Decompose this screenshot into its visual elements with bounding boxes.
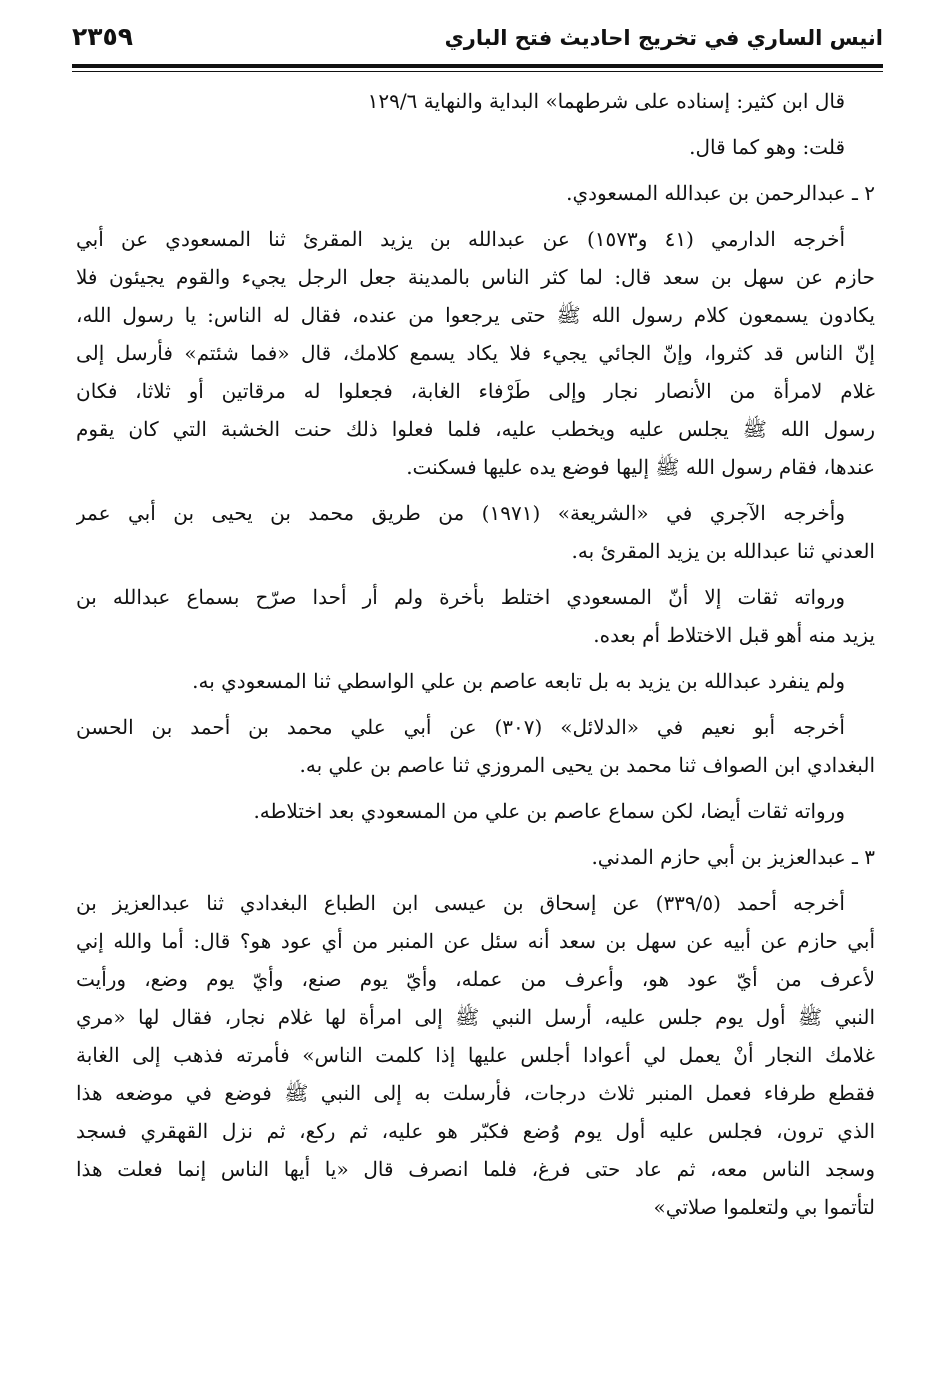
text-line: أخرجه أبو نعيم في «الدلائل» (٣٠٧) عن أبي علي محمد بن أحمد بن الحسن <box>76 715 845 739</box>
page-number: ٢٣٥٩ <box>72 22 134 51</box>
paragraph-gap <box>76 166 875 174</box>
text-line: وأخرجه الآجري في «الشريعة» (١٩٧١) من طريق محمد بن يحيى بن أبي عمر <box>76 501 845 525</box>
text-line: ورواته ثقات أيضا، لكن سماع عاصم بن علي من المسعودي بعد اختلاطه. <box>253 799 845 823</box>
text-line: النبي ﷺ أول يوم جلس عليه، أرسل النبي ﷺ إلى امرأة لها غلام نجار، فقال لها «مري <box>76 1005 875 1029</box>
paragraph <box>76 494 875 570</box>
paragraph-gap <box>76 876 875 884</box>
text-line: إنّ الناس قد كثروا، وإنّ الجائي يجيء فلا يكاد يسمع كلامك، قال «فما شئتم» فأرسل إلى <box>76 341 875 365</box>
text-line: أبي حازم عن أبيه عن سهل بن سعد أنه سئل عن المنبر من أي عود هو؟ قال: أما والله إني <box>76 929 875 953</box>
paragraph-gap <box>76 830 875 838</box>
paragraph <box>76 174 875 212</box>
paragraph-gap <box>76 570 875 578</box>
text-line: لتأتموا بي ولتعلموا صلاتي» <box>653 1195 875 1219</box>
paragraph <box>76 220 875 486</box>
text-line: لأعرف من أيّ عود هو، وأعرف من عمله، وأيّ يوم صنع، وأيّ يوم وضع، ورأيت <box>76 967 875 991</box>
paragraph <box>76 792 875 830</box>
text-line: وسجد الناس معه، ثم عاد حتى فرغ، فلما انصرف قال «يا أيها الناس إنما فعلت هذا <box>76 1157 875 1181</box>
paragraph-gap <box>76 654 875 662</box>
text-line: غلامك النجار أنْ يعمل لي أعوادا أجلس عليها إذا كلمت الناس» فأمرته فذهب إلى الغابة <box>76 1043 875 1067</box>
paragraph-gap <box>76 784 875 792</box>
text-line: ٣ ـ عبدالعزيز بن أبي حازم المدني. <box>591 845 875 869</box>
text-line: الذي ترون، فجلس عليه أول يوم وُضع فكبّر هو عليه، ثم ركع، ثم نزل القهقري فسجد <box>76 1119 875 1143</box>
text-line: العدني ثنا عبدالله بن يزيد المقرئ به. <box>571 539 875 563</box>
text-line: يزيد منه أهو قبل الاختلاط أم بعده. <box>593 623 875 647</box>
paragraph <box>76 82 875 120</box>
text-line: ولم ينفرد عبدالله بن يزيد به بل تابعه عاصم بن علي الواسطي ثنا المسعودي به. <box>192 669 845 693</box>
body-text <box>76 82 875 1226</box>
text-line: ٢ ـ عبدالرحمن بن عبدالله المسعودي. <box>566 181 875 205</box>
running-header <box>72 22 883 62</box>
header-title: انيس الساري في تخريج احاديث فتح الباري <box>444 26 883 50</box>
text-line: يكادون يسمعون كلام رسول الله ﷺ حتى يرجعوا من عنده، فقال له الناس: يا رسول الله، <box>76 303 875 327</box>
text-line: أخرجه أحمد (٣٣٩/٥) عن إسحاق بن عيسى ابن الطباع البغدادي ثنا عبدالعزيز بن <box>76 891 845 915</box>
text-line: أخرجه الدارمي (٤١ و١٥٧٣) عن عبدالله بن يزيد المقرئ ثنا المسعودي عن أبي <box>76 227 846 251</box>
paragraph-gap <box>76 700 875 708</box>
paragraph <box>76 128 875 166</box>
text-line: قال ابن كثير: إسناده على شرطهما» البداية والنهاية ١٢٩/٦ <box>367 89 845 113</box>
paragraph <box>76 708 875 784</box>
paragraph <box>76 662 875 700</box>
text-line: قلت: وهو كما قال. <box>689 135 845 159</box>
paragraph-gap <box>76 120 875 128</box>
paragraph <box>76 838 875 876</box>
header-rule <box>72 64 883 72</box>
text-line: البغدادي ابن الصواف ثنا محمد بن يحيى المروزي ثنا عاصم بن علي به. <box>299 753 875 777</box>
paragraph-gap <box>76 212 875 220</box>
paragraph <box>76 884 875 1226</box>
text-line: حازم عن سهل بن سعد قال: لما كثر الناس بالمدينة جعل الرجل يجيء والقوم يجيئون فلا <box>76 265 875 289</box>
paragraph-gap <box>76 486 875 494</box>
paragraph <box>76 578 875 654</box>
text-line: ورواته ثقات إلا أنّ المسعودي اختلط بأخرة ولم أر أحدا صرّح بسماع عبدالله بن <box>76 585 845 609</box>
text-line: غلام لامرأة من الأنصار نجار وإلى طَرْفاء الغابة، فجعلوا له مرقاتين أو ثلاثا، فكان <box>76 379 875 403</box>
text-line: فقطع طرفاء فعمل المنبر ثلاث درجات، فأرسلت به إلى النبي ﷺ فوضع في موضعه هذا <box>76 1081 875 1105</box>
text-line: رسول الله ﷺ يجلس عليه ويخطب عليه، فلما فعلوا ذلك حنت الخشبة التي كان يقوم <box>76 417 875 441</box>
text-line: عندها، فقام رسول الله ﷺ إليها فوضع يده عليها فسكنت. <box>406 455 875 479</box>
